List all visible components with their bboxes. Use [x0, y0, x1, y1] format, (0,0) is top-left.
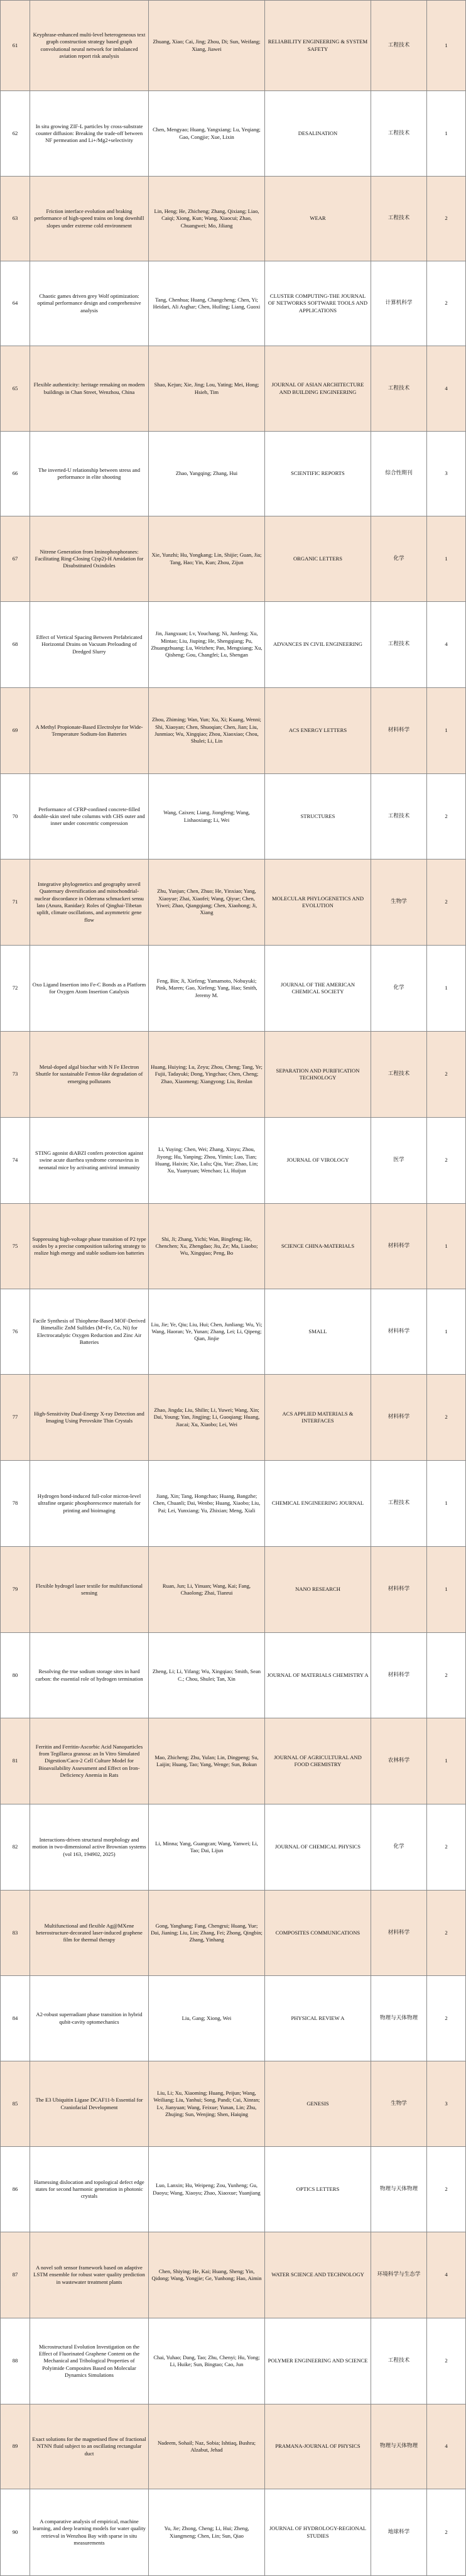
journal-name: SMALL — [265, 1289, 371, 1375]
table-row — [1, 1204, 466, 1289]
paper-title: Hydrogen bond-induced full-color micron-level ultrafine organic phosphorescence materials for printing and bioimaging — [30, 1461, 149, 1547]
row-number: 78 — [1, 1461, 30, 1547]
journal-quartile: 2 — [427, 774, 466, 860]
author-list: Nadeem, Sohail; Naz, Sobia; Ishtiaq, Bushra; Alzabut, Jehad — [149, 2404, 265, 2489]
journal-name: JOURNAL OF CHEMICAL PHYSICS — [265, 1804, 371, 1891]
subject-category: 环境科学与生态学 — [371, 2232, 427, 2318]
table-row — [1, 1032, 466, 1118]
table-row — [1, 688, 466, 774]
paper-title: Effect of Vertical Spacing Between Prefabricated Horizontal Drains on Vacuum Preloading of Dredged Slurry — [30, 602, 149, 688]
row-number: 83 — [1, 1891, 30, 1976]
journal-quartile: 1 — [427, 1289, 466, 1375]
journal-quartile: 3 — [427, 2061, 466, 2147]
journal-name: CLUSTER COMPUTING-THE JOURNAL OF NETWORKS SOFTWARE TOOLS AND APPLICATIONS — [265, 261, 371, 346]
table-row — [1, 177, 466, 261]
subject-category: 材料科学 — [371, 1633, 427, 1718]
table-row — [1, 432, 466, 516]
row-number: 90 — [1, 2489, 30, 2576]
journal-quartile: 1 — [427, 1204, 466, 1289]
subject-category: 农林科学 — [371, 1718, 427, 1804]
row-number: 86 — [1, 2147, 30, 2232]
subject-category: 工程技术 — [371, 177, 427, 261]
author-list: Li, Yuying; Chen, Wei; Zhang, Xinyu; Zhou, Jiyong; Hu, Yanping; Zhou, Yimin; Luo, Tian; Huang, Haixin; Xie, Lulu; Qiu, Yue; Zhao, Lin; Xu, Yuanyuan; Wenchao; Li, Huijun — [149, 1118, 265, 1204]
journal-name: COMPOSITES COMMUNICATIONS — [265, 1891, 371, 1976]
journal-name: JOURNAL OF THE AMERICAN CHEMICAL SOCIETY — [265, 946, 371, 1032]
table-row — [1, 1547, 466, 1633]
journal-quartile: 1 — [427, 1, 466, 91]
row-number: 70 — [1, 774, 30, 860]
table-row — [1, 602, 466, 688]
paper-title: Performance of CFRP-confined concrete-filled double-skin steel tube columns with CHS outer and inner under concentric compression — [30, 774, 149, 860]
subject-category: 工程技术 — [371, 346, 427, 432]
journal-name: PHYSICAL REVIEW A — [265, 1976, 371, 2061]
journal-name: PRAMANA-JOURNAL OF PHYSICS — [265, 2404, 371, 2489]
table-row — [1, 346, 466, 432]
author-list: Zhu, Yunjun; Chen, Zhuo; He, Yinxiao; Yang, Xiaoyue; Zhai, Xiaofei; Wang, Qiyue; Chen, Yiwei; Zhao, Qiangqiang; Chen, Xiaohong; Ji, Xiang — [149, 860, 265, 946]
subject-category: 材料科学 — [371, 1375, 427, 1461]
journal-name: ADVANCES IN CIVIL ENGINEERING — [265, 602, 371, 688]
paper-title: Integrative phylogenetics and geography unveil Quaternary diversification and mitochondrial-nuclear discordance in Oderrana schmackeri sensu lato (Anura, Ranidae): Roles of Qinghai-Tibetan uplift, climate oscillations, and asymmetric gene flow — [30, 860, 149, 946]
table-row — [1, 1976, 466, 2061]
table-row — [1, 1118, 466, 1204]
subject-category: 物理与天体物理 — [371, 2404, 427, 2489]
journal-name: WATER SCIENCE AND TECHNOLOGY — [265, 2232, 371, 2318]
author-list: Gong, Yanghang; Fang, Chengrui; Huang, Yue; Dai, Jianing; Liu, Lin; Zhang, Fei; Zhong, Qingbin; Zhang, Yinhang — [149, 1891, 265, 1976]
row-number: 79 — [1, 1547, 30, 1633]
journal-quartile: 2 — [427, 1118, 466, 1204]
paper-title: Ferritin and Ferritin-Ascorbic Acid Nanoparticles from Tegillarca granosa: an In Vitro Simulated Digestion/Caco-2 Cell Culture Model for Bioavailability Assessment and Effect on Iron-Deficiency Anemia in Rats — [30, 1718, 149, 1804]
table-row — [1, 91, 466, 177]
journal-quartile: 1 — [427, 1547, 466, 1633]
journal-quartile: 2 — [427, 261, 466, 346]
row-number: 85 — [1, 2061, 30, 2147]
row-number: 75 — [1, 1204, 30, 1289]
paper-title: Flexible hydrogel laser textile for multifunctional sensing — [30, 1547, 149, 1633]
author-list: Mao, Zhicheng; Zhu, Yulan; Lin, Dingpeng; Su, Laijin; Huang, Tao; Yang, Wenge; Sun, Bokun — [149, 1718, 265, 1804]
subject-category: 材料科学 — [371, 1289, 427, 1375]
table-row — [1, 1375, 466, 1461]
table-row — [1, 2147, 466, 2232]
author-list: Chen, Shiying; He, Kai; Huang, Sheng; Yin, Qidong; Wang, Yongjie; Ge, Yunhong; Hao, Aimin — [149, 2232, 265, 2318]
subject-category: 工程技术 — [371, 602, 427, 688]
author-list: Jiang, Xin; Tang, Hongchao; Huang, Bangzhe; Chen, Chuanli; Dai, Wenbo; Huang, Xiaobo; Liu, Pai; Lei, Yunxiang; Yu, Zhixian; Meng, Xiali — [149, 1461, 265, 1547]
author-list: Lin, Heng; He, Zhicheng; Zhang, Qixiang; Liao, Caiqi; Xiong, Kun; Wang, Xiaocui; Zhao, Chuangwei; Mo, Jiliang — [149, 177, 265, 261]
journal-quartile: 3 — [427, 432, 466, 516]
paper-title: Microstructural Evolution Investigation on the Effect of Fluorinated Graphene Content on the Mechanical and Tribological Properties of Polyimide Composites Based on Molecular Dynamics Simulations — [30, 2318, 149, 2404]
row-number: 82 — [1, 1804, 30, 1891]
subject-category: 化学 — [371, 1804, 427, 1891]
journal-quartile: 1 — [427, 946, 466, 1032]
subject-category: 综合性期刊 — [371, 432, 427, 516]
journal-quartile: 1 — [427, 688, 466, 774]
author-list: Li, Minna; Yang, Guangcan; Wang, Yanwei; Li, Tao; Dai, Lijun — [149, 1804, 265, 1891]
table-row — [1, 2318, 466, 2404]
author-list: Liu, Gang; Xiong, Wei — [149, 1976, 265, 2061]
author-list: Zheng, Li; Li, Yifang; Wu, Xingqiao; Smith, Sean C.; Chou, Shulei; Tan, Xin — [149, 1633, 265, 1718]
paper-title: Facile Synthesis of Thiophene-Based MOF-Derived Bimetallic ZnM Sulfides (M=Fe, Co, Ni) for Electrocatalytic Oxygen Reduction and Zinc Air Batteries — [30, 1289, 149, 1375]
row-number: 84 — [1, 1976, 30, 2061]
paper-title: Nitrene Generation from Iminophosphoranes: Facilitating Ring-Closing C(sp2)-H Amidation for Disubstituted Oxindoles — [30, 516, 149, 602]
row-number: 74 — [1, 1118, 30, 1204]
table-row — [1, 1633, 466, 1718]
table-row — [1, 946, 466, 1032]
journal-name: JOURNAL OF MATERIALS CHEMISTRY A — [265, 1633, 371, 1718]
subject-category: 物理与天体物理 — [371, 2147, 427, 2232]
row-number: 67 — [1, 516, 30, 602]
journal-name: JOURNAL OF HYDROLOGY-REGIONAL STUDIES — [265, 2489, 371, 2576]
author-list: Wang, Caixen; Liang, Jiongfeng; Wang, Lishaoxiang; Li, Wei — [149, 774, 265, 860]
table-row — [1, 2489, 466, 2576]
author-list: Chai, Yuhao; Dang, Tao; Zhu, Chenyi; Hu, Yong; Li, Huike; Sun, Bingtao; Cao, Jun — [149, 2318, 265, 2404]
subject-category: 材料科学 — [371, 688, 427, 774]
journal-quartile: 4 — [427, 602, 466, 688]
row-number: 87 — [1, 2232, 30, 2318]
subject-category: 材料科学 — [371, 1547, 427, 1633]
journal-quartile: 2 — [427, 2318, 466, 2404]
author-list: Feng, Bin; Ji, Xiefeng; Yamamoto, Nobuyuki; Pink, Maren; Gao, Xiefeng; Yang, Hao; Smith, Jeremy M. — [149, 946, 265, 1032]
subject-category: 工程技术 — [371, 1032, 427, 1118]
journal-quartile: 2 — [427, 1633, 466, 1718]
paper-title: STING agonist diABZI confers protection against swine acute diarrhea syndrome coronavirus in neonatal mice by activating antiviral immunity — [30, 1118, 149, 1204]
author-list: Ruan, Jun; Li, Yinuan; Wang, Kai; Fang, Chaolong; Zhai, Tianrui — [149, 1547, 265, 1633]
journal-quartile: 2 — [427, 2489, 466, 2576]
row-number: 73 — [1, 1032, 30, 1118]
author-list: Xie, Yunzhi; Hu, Yongkang; Lin, Shijie; Guan, Jia; Tang, Hao; Yin, Kun; Zhou, Zijun — [149, 516, 265, 602]
subject-category: 工程技术 — [371, 1, 427, 91]
paper-title: Metal-doped algal biochar with N Fe Electron Shuttle for sustainable Fenton-like degradation of emerging pollutants — [30, 1032, 149, 1118]
table-row — [1, 1289, 466, 1375]
author-list: Shao, Kejun; Xie, Jing; Lou, Yating; Mei, Hong; Hsieh, Tim — [149, 346, 265, 432]
author-list: Luo, Lanxin; Hu, Weipeng; Zou, Yunheng; Gu, Daoyu; Wang, Xiaoyu; Zhao, Xiaoxue; Yuanjiang — [149, 2147, 265, 2232]
journal-name: ACS ENERGY LETTERS — [265, 688, 371, 774]
row-number: 64 — [1, 261, 30, 346]
journal-name: STRUCTURES — [265, 774, 371, 860]
paper-title: The inverted-U relationship between stress and performance in elite shooting — [30, 432, 149, 516]
paper-title: Exact solutions for the magnetised flow of fractional NTNN fluid subject to an oscillating rectangular duct — [30, 2404, 149, 2489]
author-list: Shi, Ji; Zhang, Yichi; Wan, Bingfeng; He, Chenchen; Xu, Zhengdao; Jiu, Ze; Ma, Liaobo; Wu, Xingqiao; Peng, Bo — [149, 1204, 265, 1289]
journal-quartile: 2 — [427, 2147, 466, 2232]
subject-category: 化学 — [371, 946, 427, 1032]
paper-title: A comparative analysis of empirical, machine learning, and deep learning models for water quality retrieval in Wenzhou Bay with sparse in situ measurements — [30, 2489, 149, 2576]
author-list: Zhuang, Xiao; Cai, Jing; Zhou, Di; Sun, Weifang; Xiang, Jiawei — [149, 1, 265, 91]
table-row — [1, 1461, 466, 1547]
author-list: Chen, Mengyao; Huang, Yangxiang; Lu, Yeqiang; Gao, Congjie; Xue, Lixin — [149, 91, 265, 177]
table-row — [1, 261, 466, 346]
journal-quartile: 2 — [427, 1891, 466, 1976]
journal-name: SEPARATION AND PURIFICATION TECHNOLOGY — [265, 1032, 371, 1118]
author-list: Liu, Li; Xu, Xiaoming; Huang, Peijun; Wang, Weiliang; Liu, Yanhui; Song, Pandi; Cui, Xinran; Lv, Jianyuan; Wang, Feixue; Yunan, Lin; Zhu, Zhujing; Sun, Wenjing; Shen, Haiqing — [149, 2061, 265, 2147]
journal-name: SCIENTIFIC REPORTS — [265, 432, 371, 516]
journal-quartile: 2 — [427, 1375, 466, 1461]
journal-name: MOLECULAR PHYLOGENETICS AND EVOLUTION — [265, 860, 371, 946]
author-list: Tang, Chenhua; Huang, Changcheng; Chen, Yi; Heidari, Ali Asghar; Chen, Huiling; Liang, Guoxi — [149, 261, 265, 346]
row-number: 68 — [1, 602, 30, 688]
row-number: 65 — [1, 346, 30, 432]
table-row — [1, 2404, 466, 2489]
paper-title: A Methyl Propionate-Based Electrolyte for Wide-Temperature Sodium-Ion Batteries — [30, 688, 149, 774]
subject-category: 计算机科学 — [371, 261, 427, 346]
table-row — [1, 1891, 466, 1976]
journal-quartile: 4 — [427, 2404, 466, 2489]
table-body — [1, 1, 466, 2576]
journal-name: CHEMICAL ENGINEERING JOURNAL — [265, 1461, 371, 1547]
row-number: 88 — [1, 2318, 30, 2404]
author-list: Zhou, Zhiming; Wan, Yun; Xu, Xi; Kuang, Wenni; Shi, Xiaoyan; Chen, Shuoqian; Chen, Jian; Liu, Junmiao; Wu, Xingqiao; Zhou, Xiaoxiao; Chou, Shulei; Li, Lin — [149, 688, 265, 774]
table-row — [1, 774, 466, 860]
table-row — [1, 1804, 466, 1891]
journal-name: WEAR — [265, 177, 371, 261]
paper-title: Chaotic games driven grey Wolf optimization: optimal performance design and comprehensive analysis — [30, 261, 149, 346]
journal-quartile: 4 — [427, 346, 466, 432]
journal-quartile: 1 — [427, 1461, 466, 1547]
subject-category: 生物学 — [371, 2061, 427, 2147]
paper-title: Resolving the true sodium storage sites in hard carbon: the essential role of hydrogen termination — [30, 1633, 149, 1718]
author-list: Zhao, Yangqing; Zhang, Hui — [149, 432, 265, 516]
journal-name: JOURNAL OF AGRICULTURAL AND FOOD CHEMISTRY — [265, 1718, 371, 1804]
row-number: 77 — [1, 1375, 30, 1461]
journal-name: JOURNAL OF ASIAN ARCHITECTURE AND BUILDING ENGINEERING — [265, 346, 371, 432]
paper-title: Multifunctional and flexible Ag@MXene heterostructure-decorated laser-induced graphene film for thermal therapy — [30, 1891, 149, 1976]
paper-title: The E3 Ubiquitin Ligase DCAF11-b Essential for Craniofacial Development — [30, 2061, 149, 2147]
table-row — [1, 1, 466, 91]
subject-category: 医学 — [371, 1118, 427, 1204]
journal-name: ORGANIC LETTERS — [265, 516, 371, 602]
row-number: 80 — [1, 1633, 30, 1718]
paper-title: Suppressing high-voltage phase transition of P2 type oxides by a precise composition tailoring strategy to realize high energy and stable sodium-ion batteries — [30, 1204, 149, 1289]
row-number: 62 — [1, 91, 30, 177]
row-number: 72 — [1, 946, 30, 1032]
journal-quartile: 2 — [427, 1032, 466, 1118]
journal-name: OPTICS LETTERS — [265, 2147, 371, 2232]
table-row — [1, 2232, 466, 2318]
paper-title: Flexible authenticity: heritage remaking on modern buildings in Chan Street, Wenzhou, China — [30, 346, 149, 432]
journal-quartile: 2 — [427, 1804, 466, 1891]
table-row — [1, 516, 466, 602]
paper-title: In situ growing ZIF-L particles by cross-substrate counter diffusion: Breaking the trade-off between NF permeation and Li+/Mg2+selectivity — [30, 91, 149, 177]
row-number: 76 — [1, 1289, 30, 1375]
subject-category: 物理与天体物理 — [371, 1976, 427, 2061]
journal-quartile: 4 — [427, 2232, 466, 2318]
journal-quartile: 2 — [427, 1976, 466, 2061]
journal-name: SCIENCE CHINA-MATERIALS — [265, 1204, 371, 1289]
subject-category: 工程技术 — [371, 1461, 427, 1547]
journal-name: JOURNAL OF VIROLOGY — [265, 1118, 371, 1204]
journal-name: NANO RESEARCH — [265, 1547, 371, 1633]
journal-name: RELIABILITY ENGINEERING & SYSTEM SAFETY — [265, 1, 371, 91]
journal-name: ACS APPLIED MATERIALS & INTERFACES — [265, 1375, 371, 1461]
author-list: Zhao, Jingda; Liu, Shilin; Li, Yuwei; Wang, Xin; Dai, Young; Yan, Jingjing; Li, Guoqiang; Huang, Jiacai; Xu, Xiaobo; Lei, Wei — [149, 1375, 265, 1461]
subject-category: 工程技术 — [371, 774, 427, 860]
journal-quartile: 2 — [427, 860, 466, 946]
subject-category: 化学 — [371, 516, 427, 602]
journal-name: DESALINATION — [265, 91, 371, 177]
row-number: 89 — [1, 2404, 30, 2489]
table-row — [1, 2061, 466, 2147]
row-number: 66 — [1, 432, 30, 516]
row-number: 63 — [1, 177, 30, 261]
journal-quartile: 1 — [427, 1718, 466, 1804]
journal-quartile: 1 — [427, 91, 466, 177]
paper-title: Interactions-driven structural morphology and motion in two-dimensional active Brownian systems (vol 163, 194902, 2025) — [30, 1804, 149, 1891]
author-list: Jin, Jiangxuan; Lv, Youchang; Ni, Junfeng; Xu, Mintao; Liu, Jiuping; He, Shengqiang; Pu, Zhuangzhuang; Lu, Weizhen; Pan, Mengxiang; Xu, Qisheng; Gou, Changfei; Lu, Shengan — [149, 602, 265, 688]
table-row — [1, 1718, 466, 1804]
row-number: 71 — [1, 860, 30, 946]
subject-category: 材料科学 — [371, 1891, 427, 1976]
subject-category: 材料科学 — [371, 1204, 427, 1289]
subject-category: 工程技术 — [371, 2318, 427, 2404]
paper-title: Keyphrase-enhanced multi-level heterogeneous text graph construction strategy based graph convolutional neural network for imbalanced aviation report risk analysis — [30, 1, 149, 91]
row-number: 69 — [1, 688, 30, 774]
row-number: 61 — [1, 1, 30, 91]
journal-quartile: 2 — [427, 177, 466, 261]
paper-title: Friction interface evolution and braking performance of high-speed trains on long downhill slopes under extreme cold environment — [30, 177, 149, 261]
author-list: Huang, Huiying; Lu, Zeyu; Zhou, Cheng; Tang, Ye; Fujii, Tadayuki; Dong, Yingchao; Chen, Cheng; Zhao, Xiaomeng; Xiangyong; Liu, Renlan — [149, 1032, 265, 1118]
journal-name: GENESIS — [265, 2061, 371, 2147]
paper-title: A novel soft sensor framework based on adaptive LSTM ensemble for robust water quality prediction in wastewater treatment plants — [30, 2232, 149, 2318]
paper-title: High-Sensitivity Dual-Energy X-ray Detection and Imaging Using Perovskite Thin Crystals — [30, 1375, 149, 1461]
paper-title: Oxo Ligand Insertion into Fe-C Bonds as a Platform for Oxygen Atom Insertion Catalysis — [30, 946, 149, 1032]
subject-category: 工程技术 — [371, 91, 427, 177]
paper-title: Harnessing dislocation and topological defect edge states for second harmonic generation in photonic crystals — [30, 2147, 149, 2232]
journal-name: POLYMER ENGINEERING AND SCIENCE — [265, 2318, 371, 2404]
row-number: 81 — [1, 1718, 30, 1804]
author-list: Yu, Jie; Zhong, Cheng; Li, Hui; Zheng, Xiangmeng; Chen, Lin; Sun, Qiao — [149, 2489, 265, 2576]
subject-category: 地球科学 — [371, 2489, 427, 2576]
journal-quartile: 1 — [427, 516, 466, 602]
paper-title: A2-robust superradiant phase transition in hybrid qubit-cavity optomechanics — [30, 1976, 149, 2061]
table-row — [1, 860, 466, 946]
author-list: Liu, Jie; Ye, Qiu; Liu, Hui; Chen, Junliang; Wu, Yi; Wang, Haoran; Ye, Yunan; Zhang, Lei; Li, Qipeng; Qian, Jinjie — [149, 1289, 265, 1375]
subject-category: 生物学 — [371, 860, 427, 946]
